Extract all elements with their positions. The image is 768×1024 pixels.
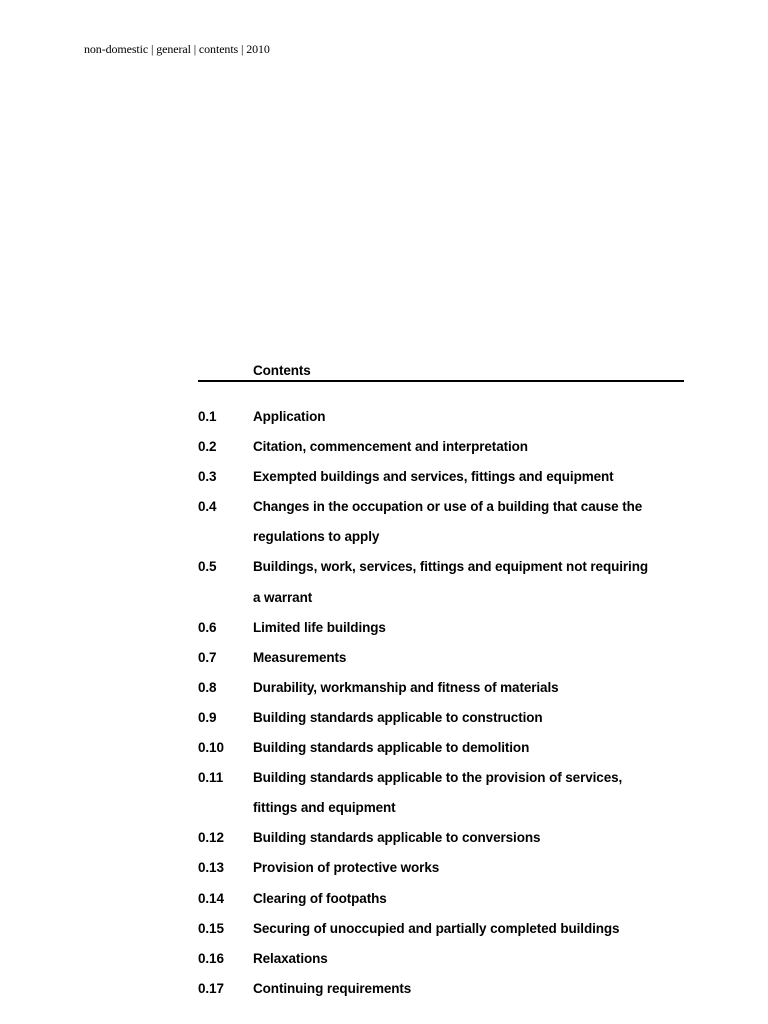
toc-entry[interactable] [198,673,684,703]
toc-entry-number: 0.5 [198,559,217,575]
toc-entry-number: 0.7 [198,649,217,665]
toc-entry-title [253,492,684,552]
heading-rule [198,380,684,382]
toc-entry-number: 0.6 [198,619,217,635]
toc-entry[interactable] [198,733,684,763]
toc-entry-title-line: Clearing of footpaths [253,890,387,906]
toc-entry-title [253,884,684,914]
toc-entry-title [253,703,684,733]
toc-entry-title-line: fittings and equipment [253,800,396,816]
toc-list [198,402,684,1004]
toc-entry-number: 0.3 [198,469,217,485]
toc-entry-title-line: a warrant [253,589,313,605]
toc-entry[interactable] [198,763,684,823]
toc-entry[interactable] [198,432,684,462]
toc-entry-title [253,613,684,643]
toc-entry-title-line: regulations to apply [253,529,380,545]
toc-entry[interactable] [198,552,684,612]
toc-entry-title-line: Citation, commencement and interpretation [253,439,528,455]
toc-entry-title [253,673,684,703]
toc-entry-title [253,402,684,432]
toc-entry[interactable] [198,402,684,432]
running-header: non-domestic | general | contents | 2010 [84,42,270,56]
toc-entry-title [253,853,684,883]
toc-entry-number: 0.13 [198,860,224,876]
toc-entry-number: 0.12 [198,830,224,846]
toc-entry-title-line: Continuing requirements [253,980,412,996]
toc-entry[interactable] [198,853,684,883]
toc-entry-title-line: Provision of protective works [253,860,440,876]
toc-entry-title [253,552,684,612]
toc-entry-title-line: Exempted buildings and services, fittings and equipment [253,469,614,485]
toc-entry[interactable] [198,884,684,914]
toc-entry-title-line: Building standards applicable to conversions [253,830,541,846]
toc-entry-title-line: Limited life buildings [253,619,386,635]
toc-entry-number: 0.9 [198,709,217,725]
toc-entry-title-line: Changes in the occupation or use of a building that cause the [253,499,643,515]
toc-entry-title [253,733,684,763]
toc-entry-title-line: Application [253,409,326,424]
toc-entry-title [253,643,684,673]
toc-entry[interactable] [198,613,684,643]
toc-entry[interactable] [198,914,684,944]
toc-entry-number: 0.4 [198,499,217,515]
toc-entry-title-line: Durability, workmanship and fitness of materials [253,679,559,695]
toc-entry-title-line: Securing of unoccupied and partially completed buildings [253,920,620,936]
toc-entry-title-line: Buildings, work, services, fittings and equipment not requiring [253,559,648,575]
toc-entry-number: 0.14 [198,890,224,906]
toc-entry-title-line: Building standards applicable to the provision of services, [253,770,623,786]
toc-entry-number: 0.17 [198,980,224,996]
toc-entry-title [253,763,684,823]
toc-entry[interactable] [198,492,684,552]
toc-entry-number: 0.10 [198,740,224,756]
toc-entry-number: 0.2 [198,439,217,455]
toc-entry-title-line: Relaxations [253,950,328,966]
toc-entry-title-line: Measurements [253,649,347,665]
toc-entry[interactable] [198,643,684,673]
toc-entry[interactable] [198,462,684,492]
toc-entry-number: 0.11 [198,770,224,786]
toc-entry-title [253,462,684,492]
toc-entry-number: 0.15 [198,920,224,936]
toc-entry-number: 0.8 [198,679,217,695]
toc-entry-number: 0.16 [198,950,224,966]
toc-entry-title [253,432,684,462]
toc-entry[interactable] [198,944,684,974]
toc-entry-number: 0.1 [198,409,217,424]
toc-entry-title [253,944,684,974]
contents-section [198,362,684,1004]
toc-entry-title [253,974,684,1004]
toc-entry-title-line: Building standards applicable to demolition [253,740,530,756]
toc-entry-title [253,823,684,853]
toc-entry[interactable] [198,974,684,1004]
toc-entry-title [253,914,684,944]
toc-entry[interactable] [198,703,684,733]
toc-entry[interactable] [198,823,684,853]
toc-entry-title-line: Building standards applicable to construction [253,709,543,725]
contents-heading: Contents [253,363,311,378]
